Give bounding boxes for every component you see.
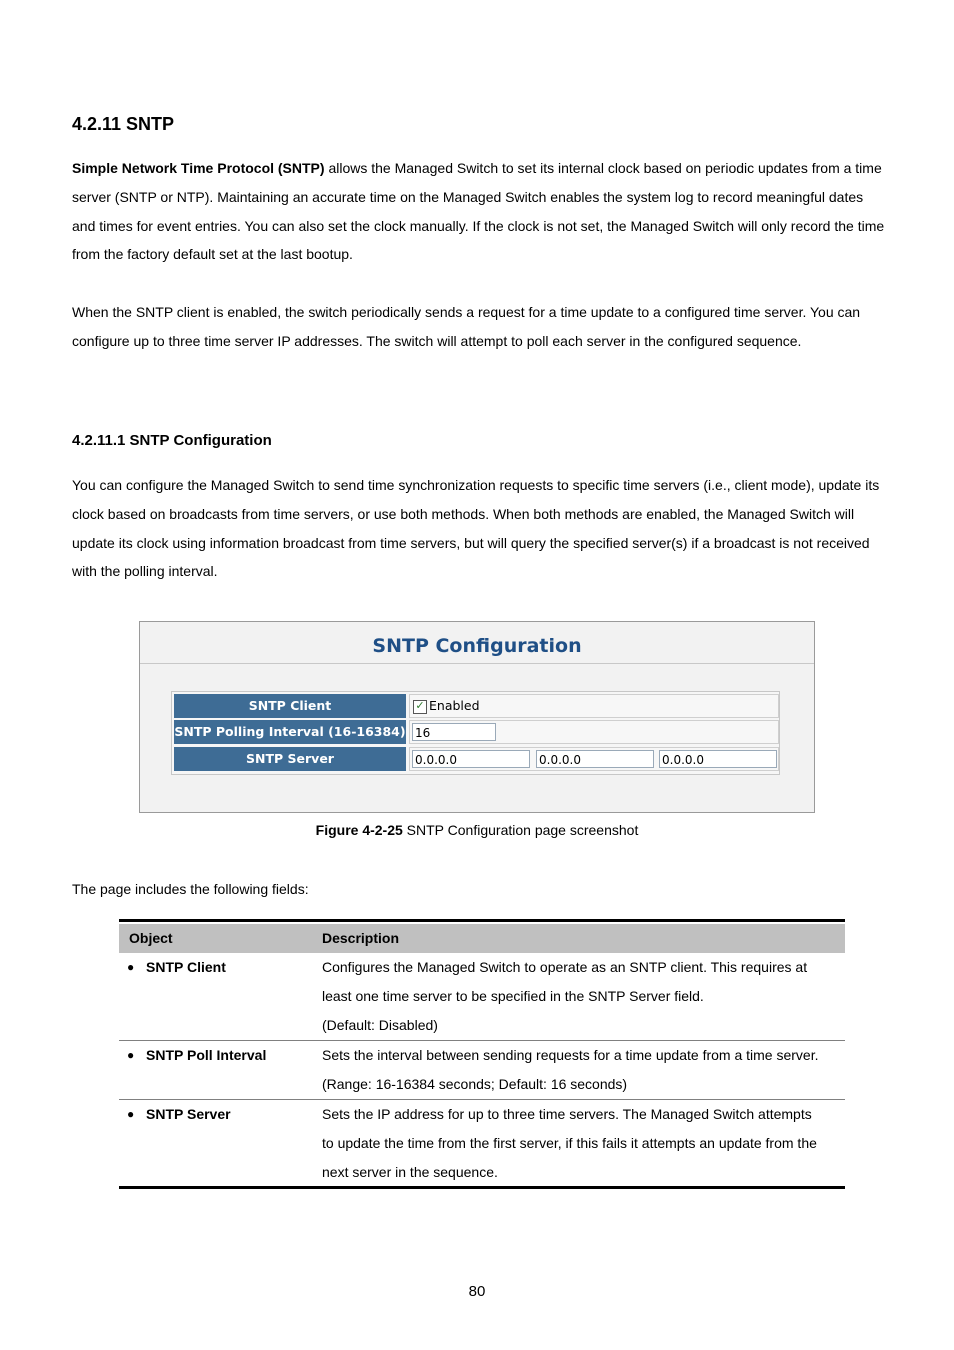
sntp-config-screenshot [139,621,815,813]
sntp-server-input-2[interactable]: 0.0.0.0 [536,750,654,768]
sntp-server-label: SNTP Server [174,747,406,771]
bullet-icon: ● [127,1107,135,1121]
desc-line: (Default: Disabled) [322,1017,438,1033]
screenshot-title: SNTP Configuration [140,622,814,664]
fields-intro: The page includes the following fields: [72,881,309,897]
sntp-server-input-3[interactable]: 0.0.0.0 [659,750,777,768]
table-header [119,924,845,953]
row-description [322,1100,840,1187]
sntp-client-value [409,694,779,718]
sntp-server-input-1[interactable]: 0.0.0.0 [412,750,530,768]
bullet-icon: ● [127,960,135,974]
header-description: Description [322,930,400,946]
row-object: SNTP Poll Interval [146,1047,267,1063]
table-row [119,953,845,1041]
desc-line: least one time server to be specified in the SNTP Server field. [322,988,704,1004]
desc-line: Sets the interval between sending requests for a time update from a time server. [322,1047,819,1063]
bullet-icon: ● [127,1048,135,1062]
desc-line: (Range: 16-16384 seconds; Default: 16 seconds) [322,1076,628,1092]
row-object: SNTP Server [146,1106,231,1122]
intro-text: allows the Managed Switch to set its internal clock based on periodic updates from a time server (SNTP or NTP). Maintaining an accurate time on the Managed Switch enables the system log to record meaningful dates and times for event entries. You can also set the clock manually. If the clock is not set, the Managed Switch will only record the time from the factory default set at the last bootup. [72,160,885,263]
table-row [119,1041,845,1100]
figure-number: Figure 4-2-25 [315,822,403,838]
row-description [322,953,840,1040]
config-paragraph: You can configure the Managed Switch to send time synchronization requests to specific time servers (i.e., client mode), update its clock based on broadcasts from time servers, or use both methods. When both methods are enabled, the Managed Switch will update its clock using information broadcast from time servers, but will query the specified server(s) if a broadcast is not received with the polling interval. [72,477,880,580]
intro-paragraph [72,154,887,269]
section-title: 4.2.11 SNTP [72,114,175,134]
table-top-rule [119,919,845,922]
desc-line: Sets the IP address for up to three time servers. The Managed Switch attempts [322,1106,812,1122]
desc-line: to update the time from the first server, if this fails it attempts an update from the [322,1135,817,1151]
desc-line: next server in the sequence. [322,1164,498,1180]
subsection-title: 4.2.11.1 SNTP Configuration [72,432,272,449]
row-object: SNTP Client [146,959,226,975]
sntp-client-label: SNTP Client [174,694,406,718]
page-number: 80 [468,1283,486,1300]
sntp-server-value [409,747,779,771]
row-description [322,1041,840,1099]
client-paragraph: When the SNTP client is enabled, the switch periodically sends a request for a time update to a configured time server. You can configure up to three time server IP addresses. The switch will attempt to poll each server in the configured sequence. [72,304,861,349]
table-row [119,1100,845,1187]
header-object: Object [129,930,173,946]
figure-caption [0,822,954,838]
config-form [171,691,780,775]
desc-line: Configures the Managed Switch to operate as an SNTP client. This requires at [322,959,808,975]
enabled-label: Enabled [429,698,480,713]
sntp-client-checkbox[interactable]: ✓ [413,700,427,714]
table-bottom-rule [119,1186,845,1189]
intro-term: Simple Network Time Protocol (SNTP) [72,160,325,176]
polling-interval-input[interactable]: 16 [412,723,496,741]
polling-interval-value [409,720,779,744]
figure-text: SNTP Configuration page screenshot [402,822,639,838]
polling-interval-label: SNTP Polling Interval (16-16384) [174,720,406,744]
